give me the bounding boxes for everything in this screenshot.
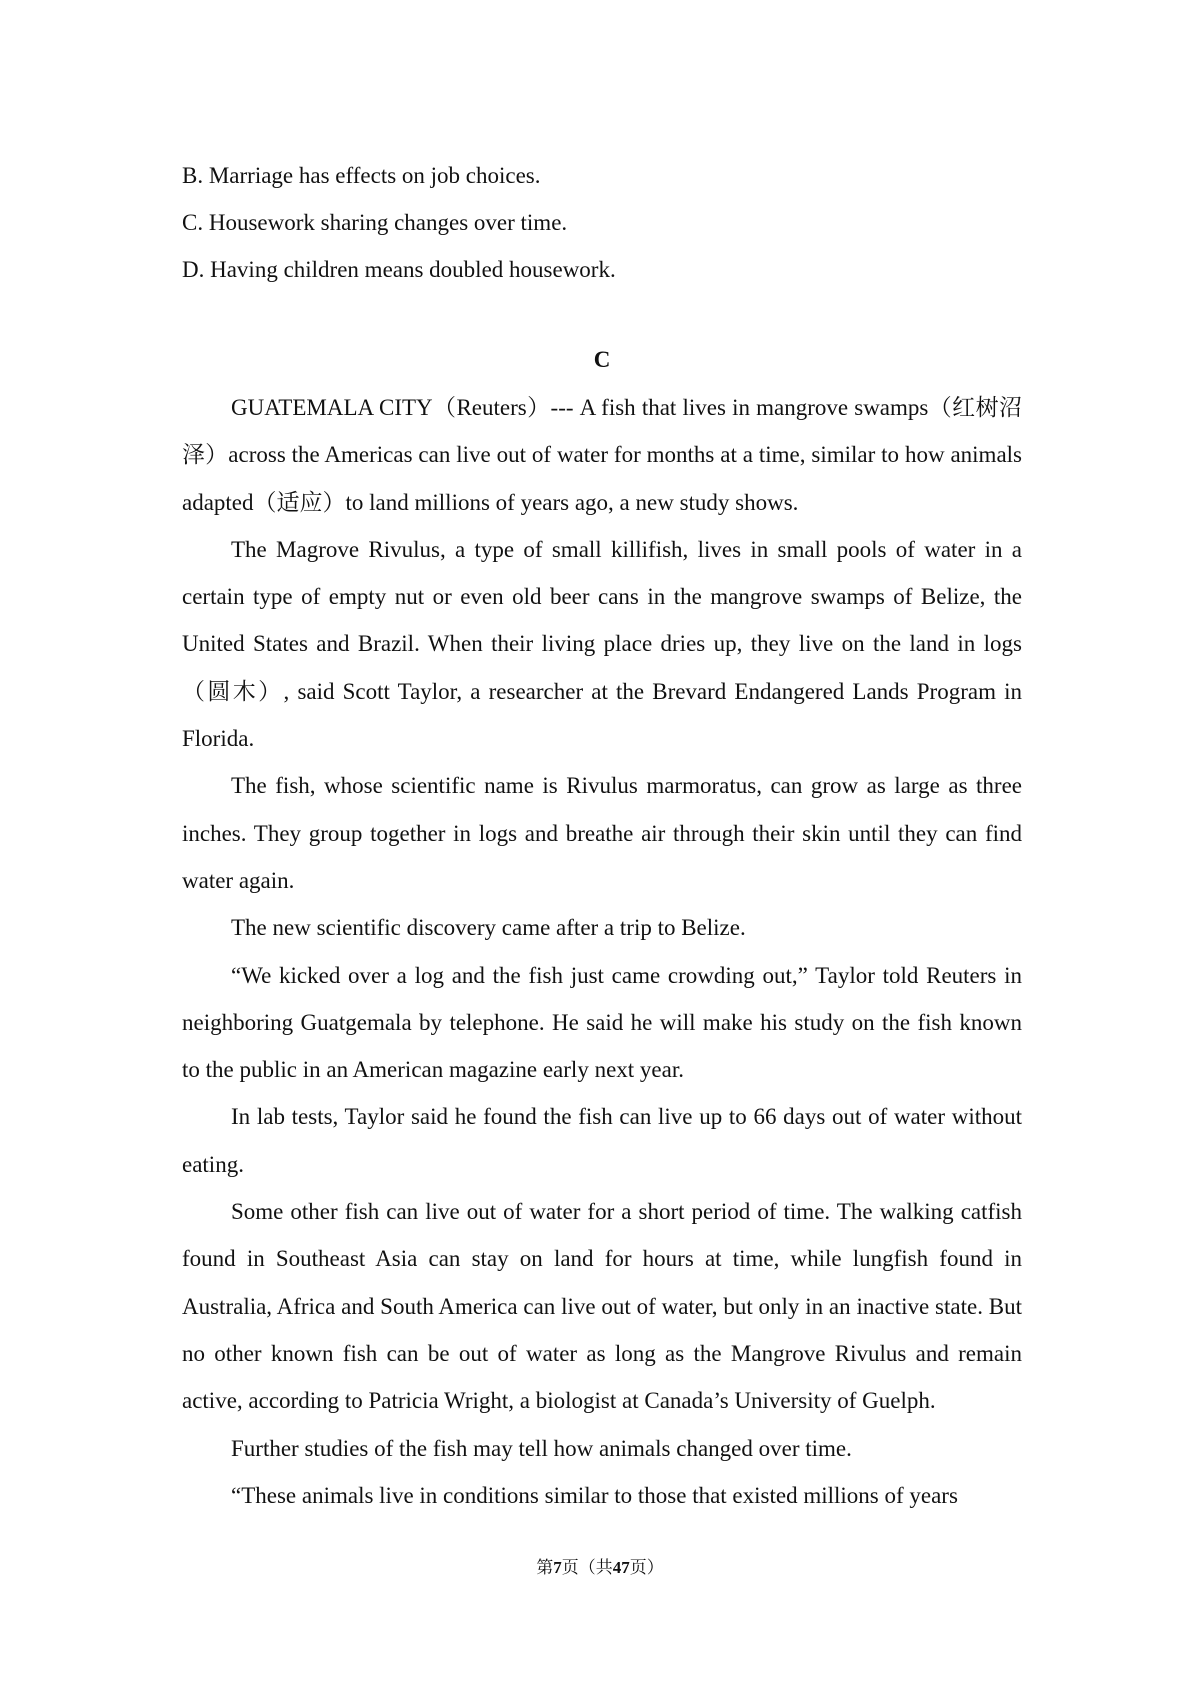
paragraph: The fish, whose scientific name is Rivulus marmoratus, can grow as large as three inches. They group together in logs and breathe air through their skin until they can find water again. (182, 773, 1022, 893)
footer-middle: 页（共 (561, 1558, 613, 1578)
paragraph: GUATEMALA CITY（Reuters）--- A fish that lives in mangrove swamps（红树沼泽）across the Americas can live out of water for months at a time, similar to how animals adapted（适应）to land millions of years ago, a new study shows. (182, 395, 1022, 515)
paragraph: The Magrove Rivulus, a type of small killifish, lives in small pools of water in a certain type of empty nut or even old beer cans in the mangrove swamps of Belize, the United States and Brazil. When their living place dries up, they live on the land in logs（圆木）, said Scott Taylor, a researcher at the Brevard Endangered Lands Program in Florida. (182, 536, 1022, 752)
option-c: C. Housework sharing changes over time. (182, 210, 568, 235)
answer-options (182, 152, 1022, 293)
paragraph: “We kicked over a log and the fish just came crowding out,” Taylor told Reuters in neighboring Guatgemala by telephone. He said he will make his study on the fish known to the public in an American magazine early next year. (182, 962, 1022, 1083)
option-d: D. Having children means doubled housework. (182, 257, 616, 282)
footer-prefix: 第 (536, 1558, 554, 1578)
paragraph: “These animals live in conditions similar to those that existed millions of years (231, 1482, 958, 1508)
paragraph: In lab tests, Taylor said he found the fish can live up to 66 days out of water without eating. (182, 1104, 1022, 1177)
footer-suffix: 页） (629, 1558, 664, 1578)
paragraph: The new scientific discovery came after a trip to Belize. (231, 915, 746, 941)
total-pages: 47 (612, 1558, 630, 1577)
paragraph: Further studies of the fish may tell how animals changed over time. (231, 1435, 852, 1461)
article-body (182, 384, 1022, 1519)
page-footer (0, 1556, 1200, 1580)
paragraph: Some other fish can live out of water for a short period of time. The walking catfish found in Southeast Asia can stay on land for hours at time, while lungfish found in Australia, Africa and South America can live out of water, but only in an inactive state. But no other known fish can be out of water as long as the Mangrove Rivulus and remain active, according to Patricia Wright, a biologist at Canada’s University of Guelph. (182, 1199, 1022, 1414)
page-number: 7 (553, 1558, 562, 1577)
option-b: B. Marriage has effects on job choices. (182, 163, 541, 188)
section-title: C (593, 347, 611, 372)
